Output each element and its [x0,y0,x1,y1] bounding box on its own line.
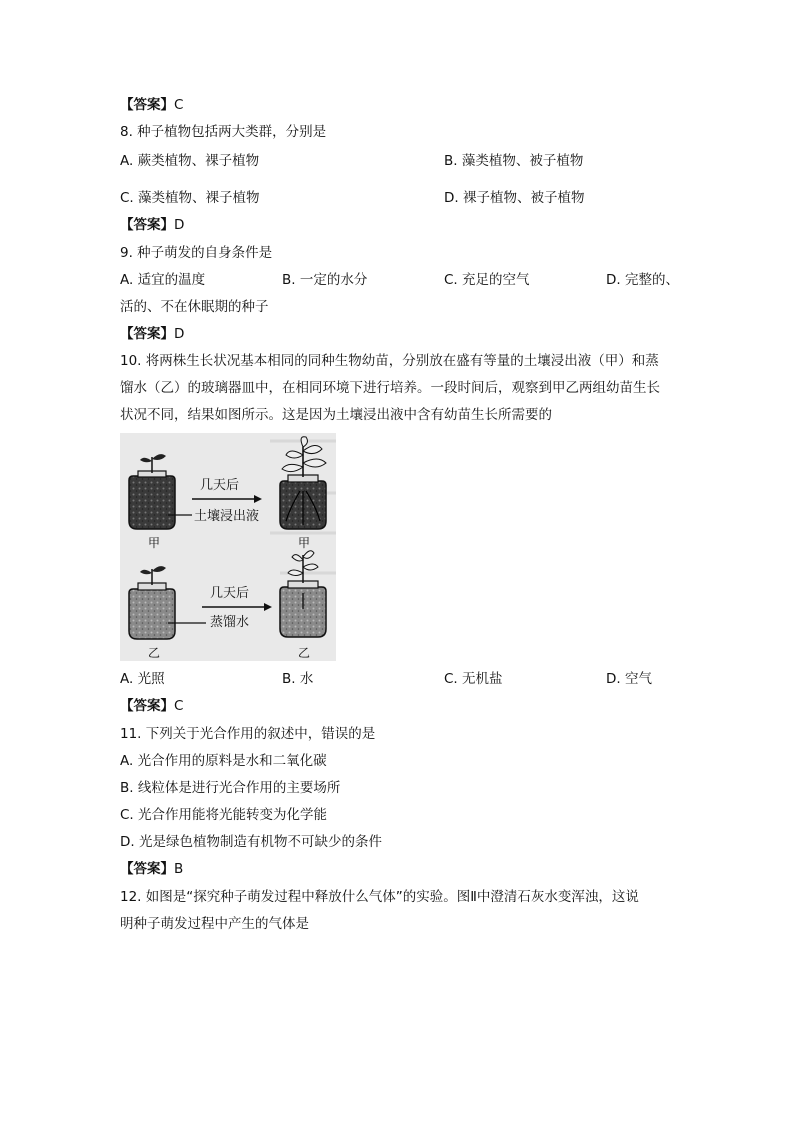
answer-line-q7 [120,96,183,114]
q8-option-b: B. 藻类植物、被子植物 [444,153,584,169]
experiment-diagram [120,433,336,661]
q11-option-c: C. 光合作用能将光能转变为化学能 [120,807,328,823]
q11-option-b: B. 线粒体是进行光合作用的主要场所 [120,780,341,796]
q9-option-c: C. 充足的空气 [444,272,530,288]
question-stem-10-line-2: 馏水（乙）的玻璃器皿中，在相同环境下进行培养。一段时间后，观察到甲乙两组幼苗生长 [120,380,660,396]
q10-option-a: A. 光照 [120,671,165,687]
answer-line-q11 [120,860,183,878]
q8-option-a: A. 蕨类植物、裸子植物 [120,153,260,169]
q10-option-c: C. 无机盐 [444,671,503,687]
answer-value: D [174,326,185,342]
arrow-label-top: 几天后 [200,478,240,493]
answer-tag: 【答案】 [120,217,174,233]
jar-bottom-left [129,566,175,639]
answer-value: C [174,97,184,113]
caption-yi-after: 乙 [298,646,311,660]
answer-line-q9 [120,325,184,343]
q11-option-a: A. 光合作用的原料是水和二氧化碳 [120,753,327,769]
question-stem-11: 11. 下列关于光合作用的叙述中，错误的是 [120,726,376,742]
caption-jia-after: 甲 [298,536,311,550]
question-stem-10-line-1: 10. 将两株生长状况基本相同的同种生物幼苗，分别放在盛有等量的土壤浸出液（甲）和蒸 [120,353,659,369]
q9-option-a: A. 适宜的温度 [120,272,206,288]
question-stem-12-line-1: 12. 如图是“探究种子萌发过程中释放什么气体”的实验。图Ⅱ中澄清石灰水变浑浊，这说 [120,889,639,905]
jar-top-left [129,454,175,529]
question-stem-12-line-2: 明种子萌发过程中产生的气体是 [120,916,309,932]
q10-option-b: B. 水 [282,671,314,687]
caption-jia-before: 甲 [148,536,161,550]
q9-option-d: D. 完整的、 [606,272,679,288]
answer-tag: 【答案】 [120,326,174,342]
answer-tag: 【答案】 [120,698,174,714]
arrow-head-bottom [264,603,272,611]
answer-tag: 【答案】 [120,861,174,877]
question-stem-8: 8. 种子植物包括两大类群，分别是 [120,124,327,140]
answer-tag: 【答案】 [120,97,174,113]
question-stem-10-line-3: 状况不同，结果如图所示。这是因为土壤浸出液中含有幼苗生长所需要的 [120,407,552,423]
arrow-head-top [254,495,262,503]
arrow-label-bottom: 几天后 [210,586,250,601]
liquid-label-bottom: 蒸馏水 [210,615,250,630]
caption-yi-before: 乙 [148,646,161,660]
answer-line-q10 [120,697,183,715]
seedling-experiment-figure [120,433,336,661]
answer-value: C [174,698,184,714]
q8-option-c: C. 藻类植物、裸子植物 [120,190,260,206]
jar-top-right [280,437,326,529]
answer-line-q8 [120,216,184,234]
q11-option-d: D. 光是绿色植物制造有机物不可缺少的条件 [120,834,382,850]
answer-value: B [174,861,184,877]
jar-bottom-right [280,551,326,637]
q10-option-d: D. 空气 [606,671,652,687]
answer-value: D [174,217,185,233]
q9-option-d-continued: 活的、不在休眠期的种子 [120,299,269,315]
q9-option-b: B. 一定的水分 [282,272,368,288]
q8-option-d: D. 裸子植物、被子植物 [444,190,585,206]
liquid-label-top: 土壤浸出液 [194,509,260,524]
question-stem-9: 9. 种子萌发的自身条件是 [120,245,273,261]
